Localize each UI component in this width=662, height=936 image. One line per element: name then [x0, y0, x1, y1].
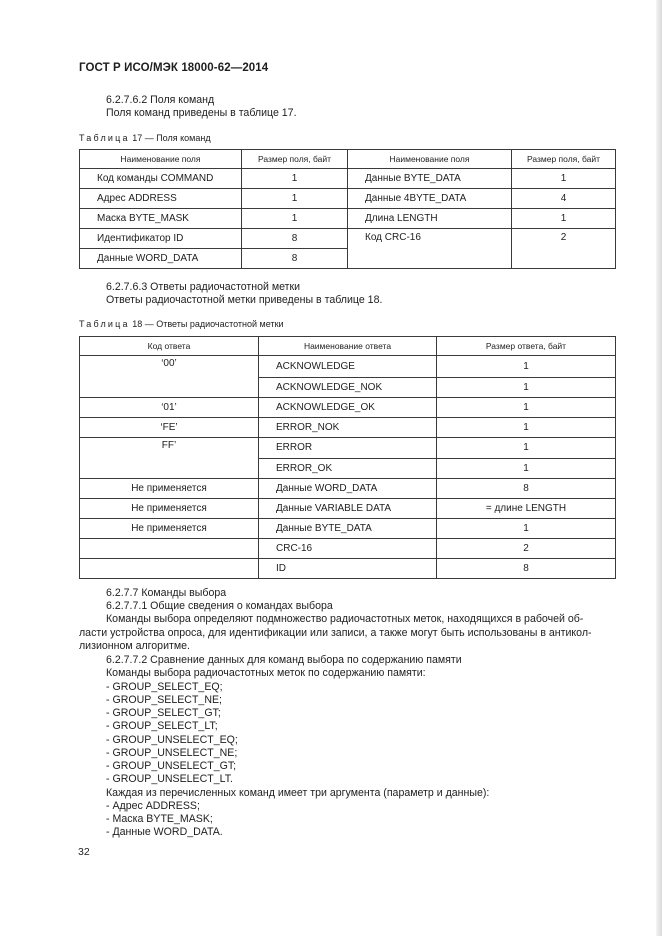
section-text-6-2-7-6-2: Поля команд приведены в таблице 17.: [106, 107, 297, 119]
table18-cell: ‘FE’: [80, 417, 259, 437]
table18-cell: FF’: [80, 437, 259, 459]
table18-cell: Не применяется: [80, 519, 259, 539]
table18-cell: ERROR: [259, 437, 437, 459]
table-row: [80, 559, 616, 579]
section-heading-6-2-7-7: 6.2.7.7 Команды выбора: [106, 587, 227, 599]
table18-cell: Данные WORD_DATA: [259, 479, 437, 499]
table17-header: Наименование поля: [80, 150, 242, 169]
table18-cell: CRC-16: [259, 539, 437, 559]
table18-cell: 1: [437, 356, 616, 378]
table18-cell: ACKNOWLEDGE_OK: [259, 397, 437, 417]
table18-header: Код ответа: [80, 337, 259, 356]
table18-header-row: [80, 337, 616, 356]
table-row: [80, 189, 616, 209]
table17-cell: Адрес ADDRESS: [80, 189, 242, 209]
table17-cell: 1: [242, 189, 348, 209]
table17-header: Размер поля, байт: [512, 150, 616, 169]
table17-cell: 1: [242, 209, 348, 229]
table18-cell: ACKNOWLEDGE_NOK: [259, 377, 437, 397]
table-row: [80, 539, 616, 559]
table17-cell: Данные BYTE_DATA: [348, 169, 512, 189]
table18-cell: ERROR_NOK: [259, 417, 437, 437]
section-heading-6-2-7-7-2: 6.2.7.7.2 Сравнение данных для команд выбора по содержанию памяти: [106, 654, 462, 666]
table18-cell: ‘00’: [80, 356, 259, 378]
table18-cell: ID: [259, 559, 437, 579]
list-item: - Данные WORD_DATA.: [106, 826, 223, 838]
table18-cell: [80, 539, 259, 559]
table18-cell: 1: [437, 519, 616, 539]
table18-caption: [79, 319, 284, 329]
table18-cell: Данные BYTE_DATA: [259, 519, 437, 539]
table18-cell: Не применяется: [80, 479, 259, 499]
table-row: [80, 377, 616, 397]
table18-cell: [80, 459, 259, 479]
table17-cell: Маска BYTE_MASK: [80, 209, 242, 229]
list-item: - GROUP_UNSELECT_GT;: [106, 760, 237, 772]
section-heading-6-2-7-6-2: 6.2.7.6.2 Поля команд: [106, 94, 215, 106]
paragraph-line: Команды выбора радиочастотных меток по содержанию памяти:: [106, 667, 426, 679]
table17-header-row: [80, 150, 616, 169]
table17-cell: 1: [242, 169, 348, 189]
table17-cell: 1: [512, 169, 616, 189]
table-17: [79, 149, 616, 269]
table18-cell: 1: [437, 417, 616, 437]
list-item: - GROUP_UNSELECT_NE;: [106, 747, 238, 759]
table18-cell: 2: [437, 539, 616, 559]
paragraph-line: лизионном алгоритме.: [79, 640, 190, 652]
table17-cell: Длина LENGTH: [348, 209, 512, 229]
list-item: - GROUP_SELECT_EQ;: [106, 681, 223, 693]
table17-cell: Код CRC-16: [348, 229, 512, 269]
table18-cell: [80, 377, 259, 397]
table18-cell: 1: [437, 437, 616, 459]
table-row: [80, 417, 616, 437]
list-item: - GROUP_SELECT_GT;: [106, 707, 221, 719]
table-row: [80, 169, 616, 189]
table-18: [79, 336, 616, 579]
table18-caption-label: Таблица: [79, 319, 130, 329]
table18-cell: ERROR_OK: [259, 459, 437, 479]
table17-cell: 8: [242, 249, 348, 269]
table18-cell: Данные VARIABLE DATA: [259, 499, 437, 519]
table17-caption-title: 17 — Поля команд: [129, 133, 211, 143]
table18-cell: Не применяется: [80, 499, 259, 519]
table18-cell: 8: [437, 479, 616, 499]
table18-cell: = длине LENGTH: [437, 499, 616, 519]
paragraph-line: Каждая из перечисленных команд имеет три аргумента (параметр и данные):: [106, 787, 490, 799]
page-edge-shadow: [656, 0, 662, 936]
table18-header: Размер ответа, байт: [437, 337, 616, 356]
list-item: - GROUP_SELECT_LT;: [106, 720, 218, 732]
table-row: [80, 479, 616, 499]
table17-cell: Данные 4BYTE_DATA: [348, 189, 512, 209]
page-number: 32: [78, 846, 90, 858]
table18-cell: [80, 559, 259, 579]
table17-header: Наименование поля: [348, 150, 512, 169]
list-item: - GROUP_UNSELECT_LT.: [106, 773, 233, 785]
table17-header: Размер поля, байт: [242, 150, 348, 169]
table17-cell: Идентификатор ID: [80, 229, 242, 249]
table17-cell: 2: [512, 229, 616, 269]
table-row: [80, 499, 616, 519]
section-heading-6-2-7-6-3: 6.2.7.6.3 Ответы радиочастотной метки: [106, 281, 301, 293]
table18-cell: ‘01’: [80, 397, 259, 417]
table-row: [80, 209, 616, 229]
table17-cell: 1: [512, 209, 616, 229]
table-row: [80, 459, 616, 479]
table17-cell: 8: [242, 229, 348, 249]
table17-cell: Код команды COMMAND: [80, 169, 242, 189]
list-item: - Адрес ADDRESS;: [106, 800, 200, 812]
table18-cell: 1: [437, 459, 616, 479]
paragraph-line: Команды выбора определяют подмножество радиочастотных меток, находящихся в рабочей об-: [106, 613, 584, 625]
table17-cell: Данные WORD_DATA: [80, 249, 242, 269]
list-item: - Маска BYTE_MASK;: [106, 813, 213, 825]
table-row: [80, 519, 616, 539]
table-row: [80, 356, 616, 378]
table18-cell: 8: [437, 559, 616, 579]
list-item: - GROUP_SELECT_NE;: [106, 694, 222, 706]
table17-caption-label: Таблица: [79, 133, 130, 143]
table-row: [80, 229, 616, 249]
table18-header: Наименование ответа: [259, 337, 437, 356]
table-row: [80, 397, 616, 417]
table18-cell: ACKNOWLEDGE: [259, 356, 437, 378]
list-item: - GROUP_UNSELECT_EQ;: [106, 734, 238, 746]
table18-cell: 1: [437, 397, 616, 417]
table17-caption: [79, 133, 211, 143]
paragraph-line: ласти устройства опроса, для идентификации или записи, а также могут быть использованы в антикол-: [79, 627, 592, 639]
table-row: [80, 437, 616, 459]
table18-cell: 1: [437, 377, 616, 397]
table18-caption-title: 18 — Ответы радиочастотной метки: [129, 319, 284, 329]
section-heading-6-2-7-7-1: 6.2.7.7.1 Общие сведения о командах выбора: [106, 600, 333, 612]
document-header: ГОСТ Р ИСО/МЭК 18000-62—2014: [79, 62, 269, 74]
section-text-6-2-7-6-3: Ответы радиочастотной метки приведены в таблице 18.: [106, 294, 383, 306]
table17-cell: 4: [512, 189, 616, 209]
